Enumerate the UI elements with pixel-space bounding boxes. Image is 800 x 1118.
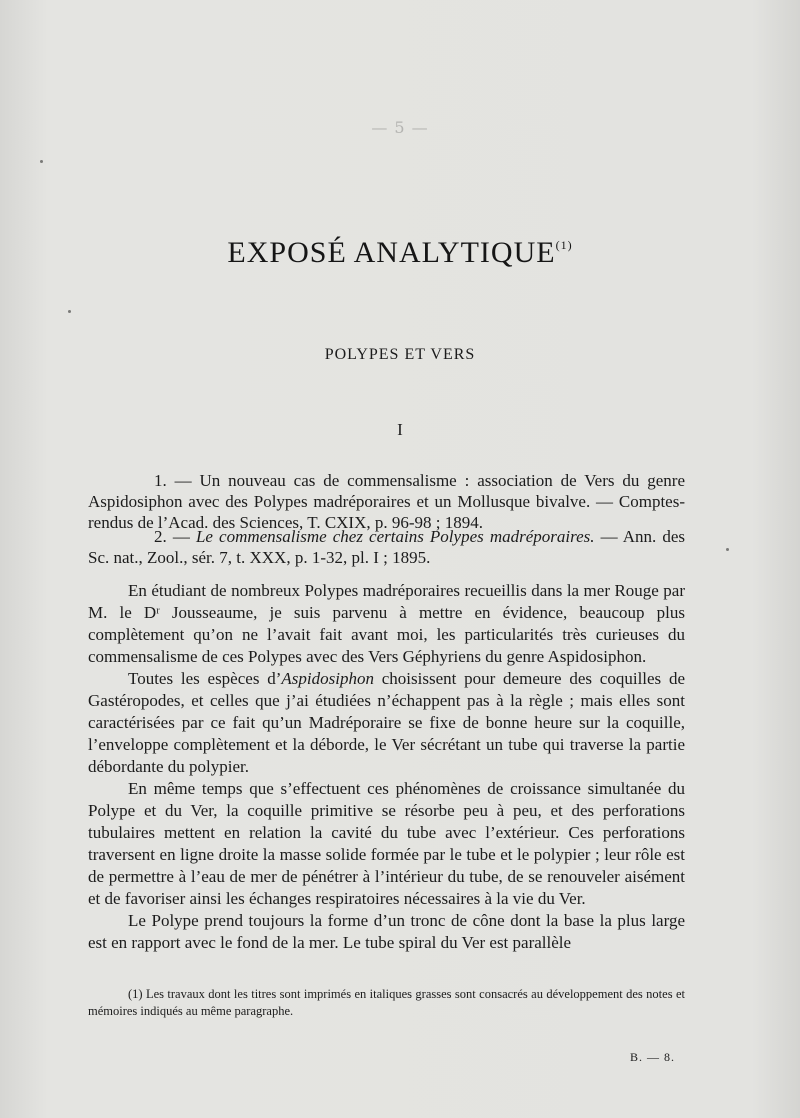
body-text [88,580,685,954]
paragraph-4: Le Polype prend toujours la forme d’un tronc de cône dont la base la plus large est en rapport avec le fond de la mer. Le tube spiral du Ver est parallèle [88,911,685,952]
entry-2-prefix: 2. — [154,527,196,546]
entry-2-source: — Ann. des Sc. nat., Zool., sér. 7, t. XXX, p. 1-32, pl. I ; 1895. [88,527,686,567]
paper-speck [726,548,729,551]
paragraph-2-after: choisissent pour demeure des coquilles de Gastéropodes, et celles que j’ai étudiées n’échappent pas à la règle ; mais elles sont caractérisées par ce fait qu’un Madréporaire se fixe de bonne heure sur la coquille, l’enveloppe complètement et la déborde, le Ver sécrétant un tube qui traverse la partie débordante du polypier. [88,669,686,776]
paper-speck [68,310,71,313]
page-title [0,236,800,270]
entry-2-title: Le commensalisme chez certains Polypes madréporaires. [195,527,595,546]
paragraph-1: En étudiant de nombreux Polypes madréporaires recueillis dans la mer Rouge par M. le Dʳ Jousseaume, je suis parvenu à mettre en évidence, beaucoup plus complètement qu’on ne l’avait fait avant moi, les particularités très curieuses du commensalisme de ces Polypes avec des Vers Géphyriens du genre Aspidosiphon. [88,581,685,666]
page-number: — 5 — [371,118,429,137]
paragraph-2-before: Toutes les espèces d’ [128,669,282,688]
paragraph-2-genus: Aspidosiphon [281,669,374,688]
title-footnote-mark: (1) [555,238,573,252]
title-text: EXPOSÉ ANALYTIQUE [227,236,556,269]
section-number: I [397,420,403,439]
footnote: (1) Les travaux dont les titres sont imprimés en italiques grasses sont consacrés au développement des notes et mémoires indiqués au même paragraphe. [88,987,685,1018]
paper-speck [40,160,43,163]
bibliography-entry-1: 1. — Un nouveau cas de commensalisme : association de Vers du genre Aspidosiphon avec des Polypes madréporaires et un Mollusque bivalve. — Comptes-rendus de l’Acad. des Sciences, T. CXIX, p. 96-98 ; 1894. [88,471,685,532]
section-heading: POLYPES ET VERS [324,346,476,363]
paragraph-3: En même temps que s’effectuent ces phénomènes de croissance simultanée du Polype et du Ver, la coquille primitive se résorbe peu à peu, et des perforations tubulaires mettent en relation la cavité du tube avec l’extérieur. Ces perforations traversent en ligne droite la masse solide formée par le tube et le polypier ; leur rôle est de permettre à l’eau de mer de pénétrer à l’intérieur du tube, de se renouveler aisément et de favoriser ainsi les échanges respiratoires nécessaires à la vie du Ver. [88,779,685,908]
paragraph-2 [88,668,685,778]
signature-mark: B. — 8. [630,1050,676,1064]
bibliography-entry-2 [88,526,685,568]
